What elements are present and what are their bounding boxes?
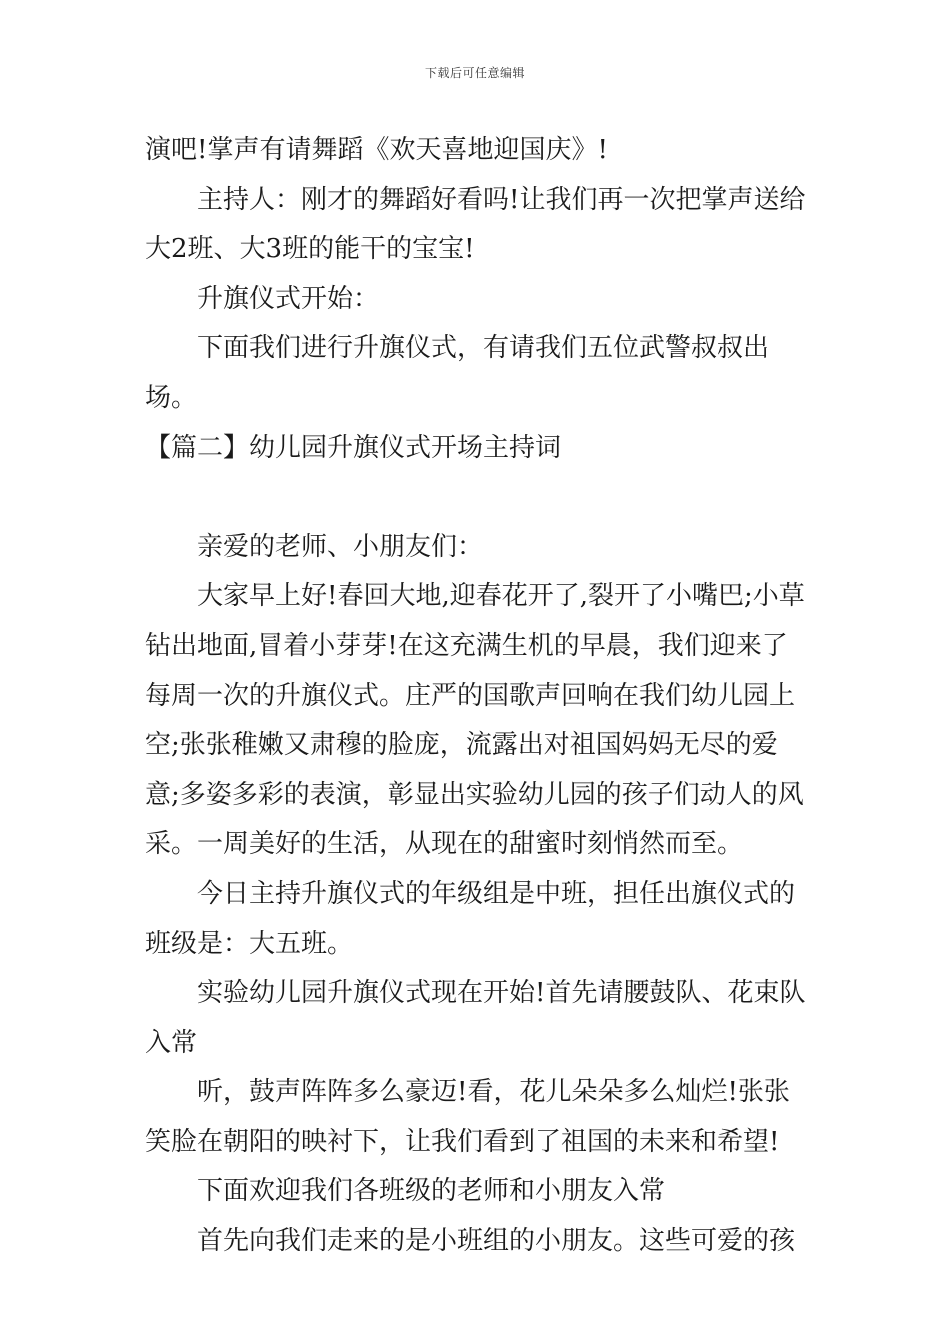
paragraph-1: 演吧!掌声有请舞蹈《欢天喜地迎国庆》! <box>145 135 608 165</box>
paragraph-9: 听，鼓声阵阵多么豪迈!看，花儿朵朵多么灿烂!张张笑脸在朝阳的映衬下，让我们看到了祖国的未来和希望! <box>145 1077 790 1157</box>
paragraph-3: 升旗仪式开始： <box>197 283 380 314</box>
paragraph-2: 主持人：刚才的舞蹈好看吗!让我们再一次把掌声送给大2班、大3班的能干的宝宝! <box>145 184 806 265</box>
paragraph-11: 首先向我们走来的是小班组的小朋友。这些可爱的孩 <box>197 1226 796 1257</box>
paragraph-4: 下面我们进行升旗仪式，有请我们五位武警叔叔出场。 <box>145 333 770 413</box>
page-header-note: 下载后可任意编辑 <box>424 66 525 80</box>
paragraph-8: 实验幼儿园升旗仪式现在开始!首先请腰鼓队、花束队入常 <box>145 978 806 1058</box>
document-body <box>145 126 810 1267</box>
paragraph-6: 大家早上好!春回大地,迎春花开了,裂开了小嘴巴;小草钻出地面,冒着小芽芽!在这充满生机的早晨，我们迎来了每周一次的升旗仪式。庄严的国歌声回响在我们幼儿园上空;张张稚嫩又肃穆的脸庞，流露出对祖国妈妈无尽的爱意;多姿多彩的表演，彰显出实验幼儿园的孩子们动人的风采。一周美好的生活，从现在的甜蜜时刻悄然而至。 <box>145 581 805 860</box>
paragraph-5: 亲爱的老师、小朋友们： <box>197 531 484 562</box>
section-heading: 【篇二】幼儿园升旗仪式开场主持词 <box>145 432 562 463</box>
paragraph-10: 下面欢迎我们各班级的老师和小朋友入常 <box>197 1176 666 1207</box>
blank-line <box>145 473 810 523</box>
paragraph-7: 今日主持升旗仪式的年级组是中班，担任出旗仪式的班级是：大五班。 <box>145 878 796 959</box>
